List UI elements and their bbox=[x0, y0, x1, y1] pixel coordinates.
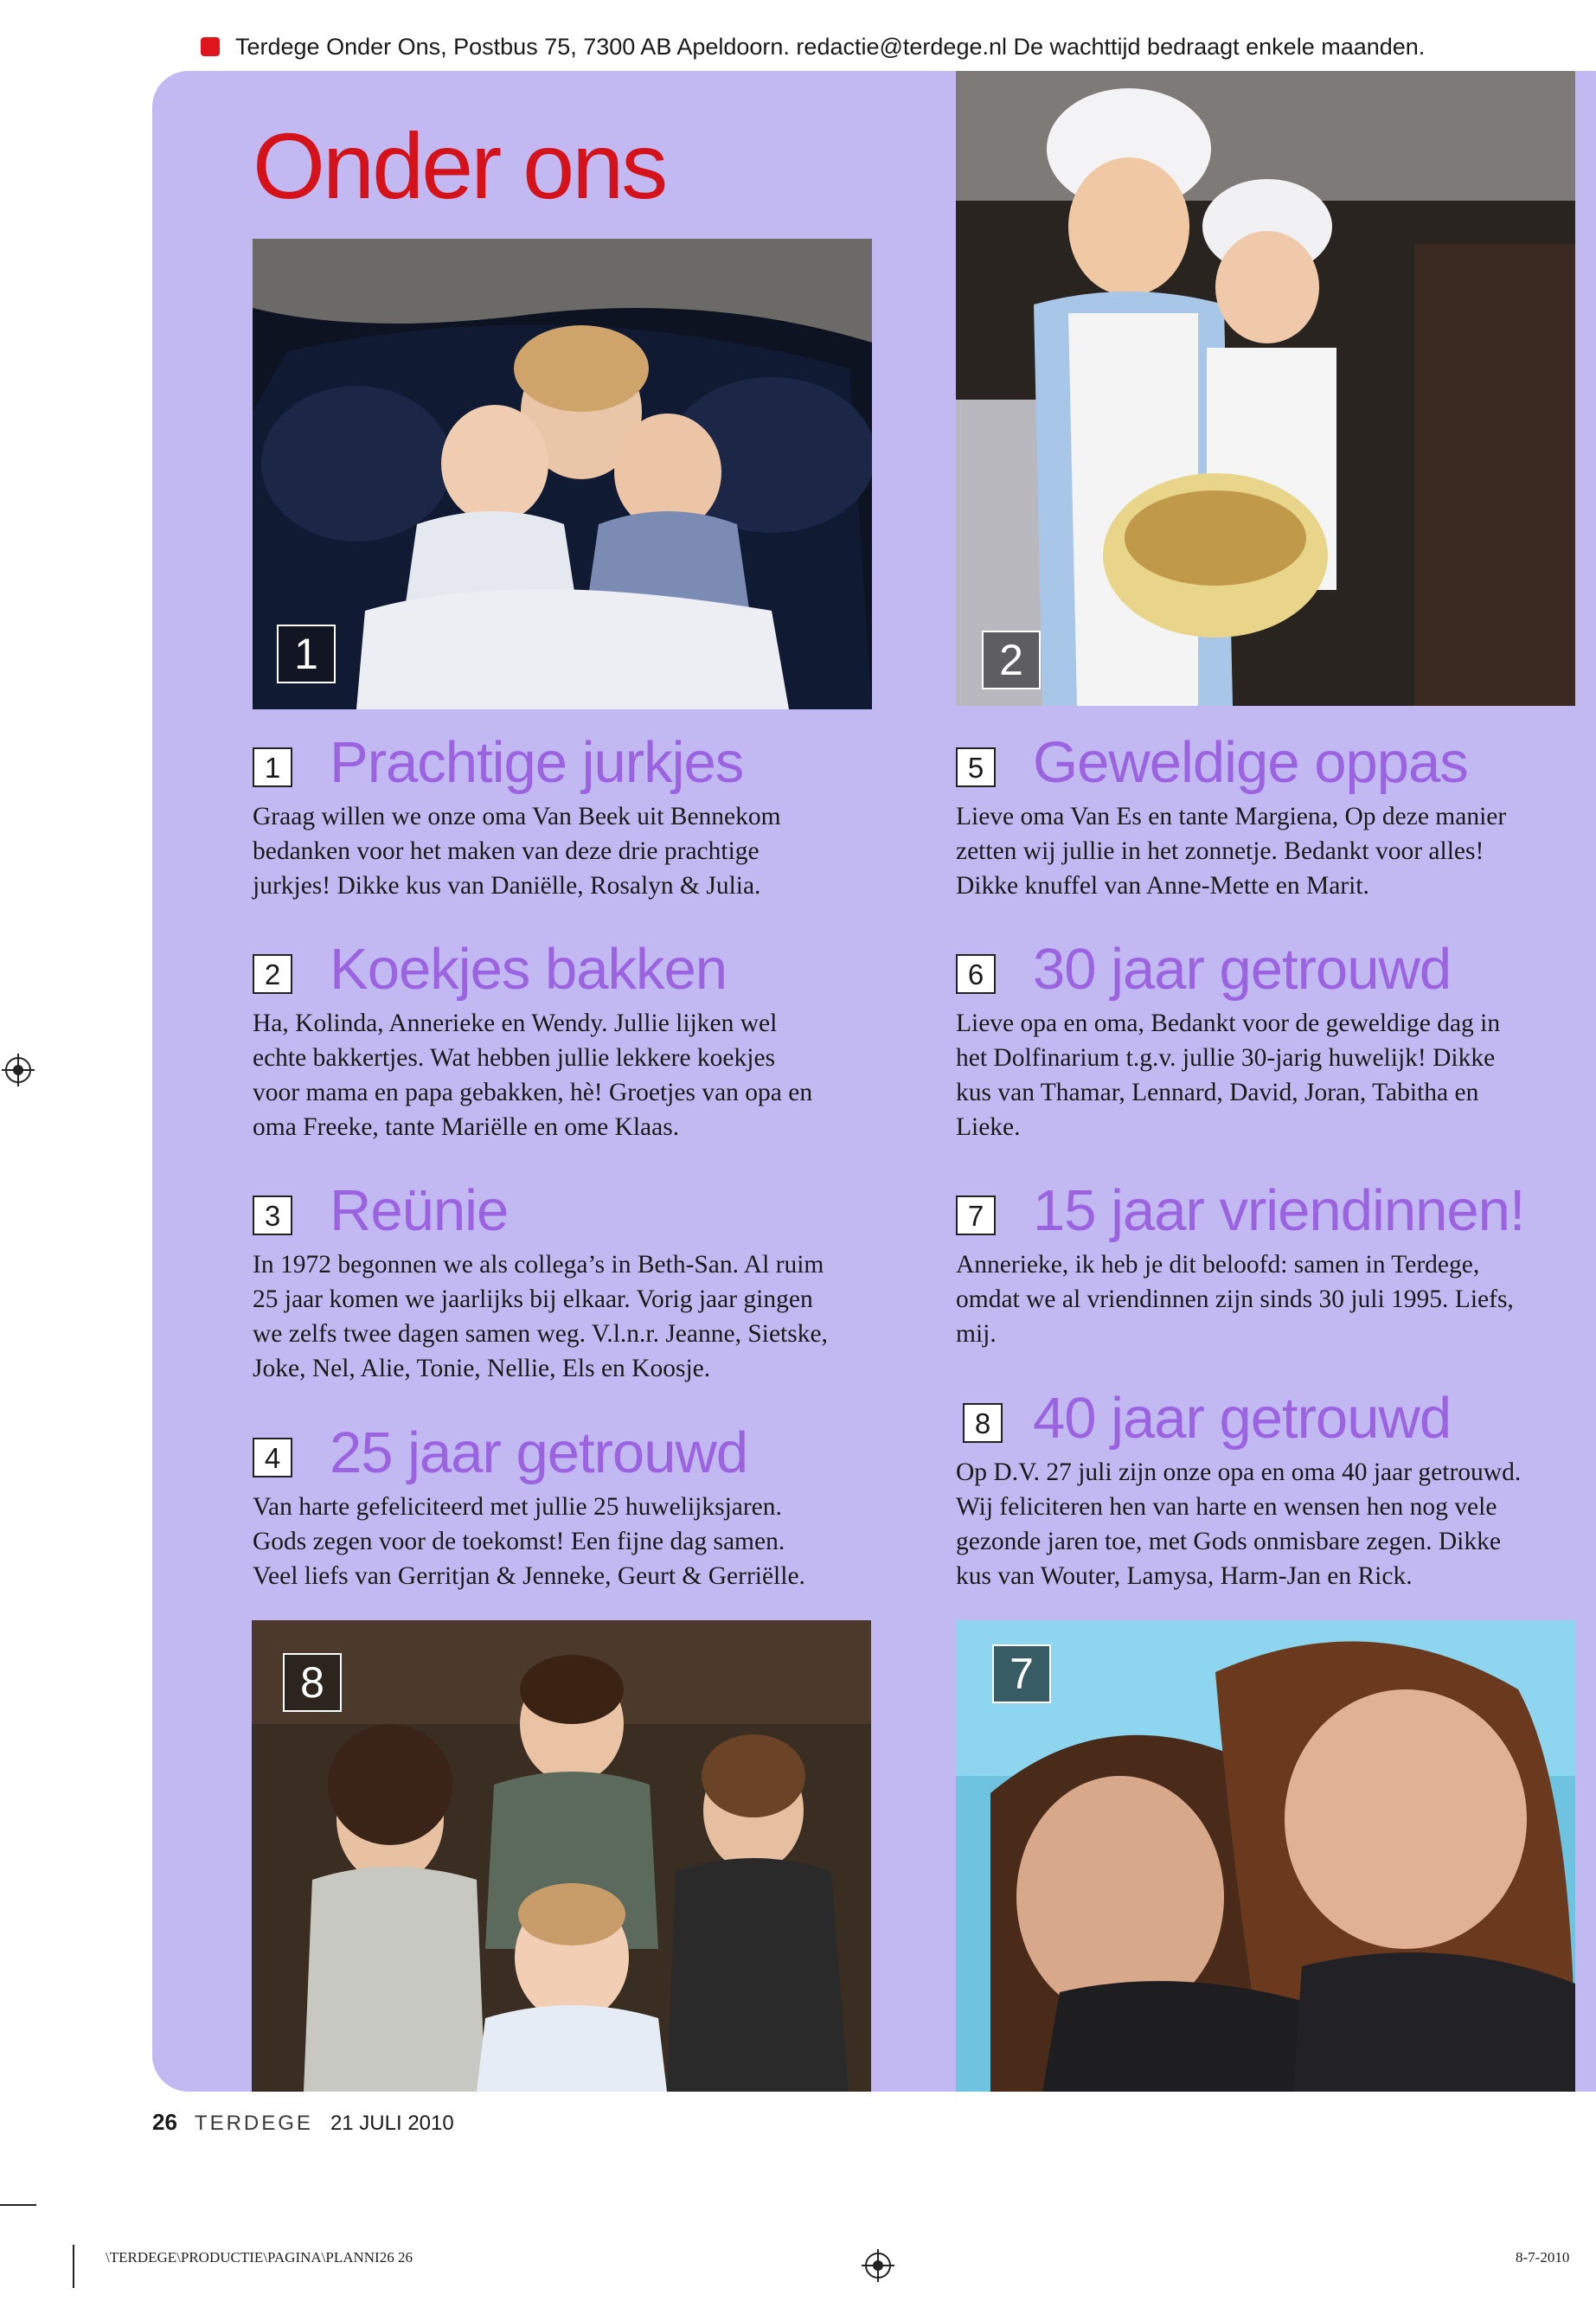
photo-8-badge: 8 bbox=[283, 1653, 342, 1712]
body-line: In 1972 begonnen we als collega’s in Beth-San. Al ruim bbox=[253, 1251, 824, 1279]
item-heading: Prachtige jurkjes bbox=[330, 730, 744, 795]
registration-mark-icon bbox=[865, 2253, 891, 2279]
body-line: Veel liefs van Gerritjan & Jenneke, Geurt & Gerriëlle. bbox=[253, 1562, 805, 1590]
item-heading: 30 jaar getrouwd bbox=[1033, 937, 1452, 1002]
issue-date: 21 JULI 2010 bbox=[330, 2112, 454, 2135]
body-line: Van harte gefeliciteerd met jullie 25 huwelijksjaren. bbox=[253, 1493, 782, 1521]
item-body bbox=[956, 1006, 1579, 1144]
photo-7-badge: 7 bbox=[992, 1644, 1051, 1703]
crop-line bbox=[73, 2245, 74, 2288]
body-line: Lieke. bbox=[956, 1113, 1021, 1141]
item-heading: 40 jaar getrouwd bbox=[1033, 1386, 1452, 1451]
submission-info-line bbox=[201, 29, 1550, 64]
body-line: Lieve oma Van Es en tante Margiena, Op deze manier bbox=[956, 803, 1507, 830]
body-line: echte bakkertjes. Wat hebben jullie lekkere koekjes bbox=[253, 1044, 776, 1072]
body-line: kus van Thamar, Lennard, David, Joran, Tabitha en bbox=[956, 1079, 1479, 1106]
body-line: 25 jaar komen we jaarlijks bij elkaar. Vorig jaar gingen bbox=[253, 1285, 813, 1313]
item-number-box: 8 bbox=[963, 1403, 1003, 1443]
photo-8 bbox=[252, 1620, 871, 2092]
item-body bbox=[253, 1006, 875, 1144]
item-heading: 15 jaar vriendinnen! bbox=[1033, 1178, 1525, 1243]
body-line: zetten wij jullie in het zonnetje. Bedankt voor alles! bbox=[956, 837, 1484, 865]
item-number-box: 7 bbox=[956, 1195, 996, 1235]
photo-7 bbox=[956, 1620, 1575, 2092]
page-title: Onder ons bbox=[253, 113, 666, 218]
registration-mark-icon bbox=[5, 1057, 31, 1083]
page-number: 26 bbox=[152, 2109, 177, 2135]
photo-2 bbox=[956, 71, 1575, 706]
body-line: het Dolfinarium t.g.v. jullie 30-jarig huwelijk! Dikke bbox=[956, 1044, 1496, 1072]
body-line: Ha, Kolinda, Annerieke en Wendy. Jullie lijken wel bbox=[253, 1009, 778, 1037]
item-heading: Koekjes bakken bbox=[330, 937, 727, 1002]
body-line: Gods zegen voor de toekomst! Een fijne dag samen. bbox=[253, 1528, 785, 1555]
item-number-box: 1 bbox=[253, 747, 292, 787]
item-number-box: 6 bbox=[956, 954, 996, 994]
print-slug-date: 8-7-2010 bbox=[1516, 2249, 1570, 2266]
item-number-box: 3 bbox=[253, 1195, 292, 1235]
submission-info-text: Terdege Onder Ons, Postbus 75, 7300 AB Apeldoorn. redactie@terdege.nl De wachttijd bedraagt enkele maanden. bbox=[235, 33, 1426, 60]
item-body bbox=[253, 1247, 875, 1386]
body-line: gezonde jaren toe, met Gods onmisbare zegen. Dikke bbox=[956, 1528, 1501, 1555]
red-square-icon bbox=[201, 37, 220, 56]
item-body bbox=[956, 1247, 1579, 1351]
crop-line bbox=[0, 2204, 36, 2206]
item-number-box: 2 bbox=[253, 954, 292, 994]
magazine-name: TERDEGE bbox=[194, 2112, 313, 2135]
body-line: Annerieke, ik heb je dit beloofd: samen in Terdege, bbox=[956, 1251, 1480, 1279]
item-heading: Reünie bbox=[330, 1178, 509, 1243]
body-line: Joke, Nel, Alie, Tonie, Nellie, Els en Koosje. bbox=[253, 1355, 711, 1382]
body-line: omdat we al vriendinnen zijn sinds 30 juli 1995. Liefs, bbox=[956, 1285, 1514, 1313]
item-body bbox=[956, 799, 1579, 903]
photo-2-badge: 2 bbox=[982, 631, 1041, 689]
photo-1-badge: 1 bbox=[277, 625, 336, 683]
item-body bbox=[253, 1490, 875, 1593]
body-line: mij. bbox=[956, 1320, 997, 1348]
item-heading: Geweldige oppas bbox=[1033, 730, 1468, 795]
body-line: we zelfs twee dagen samen weg. V.l.n.r. Jeanne, Sietske, bbox=[253, 1320, 828, 1348]
body-line: Graag willen we onze oma Van Beek uit Bennekom bbox=[253, 803, 781, 830]
body-line: bedanken voor het maken van deze drie prachtige bbox=[253, 837, 760, 865]
body-line: jurkjes! Dikke kus van Daniëlle, Rosalyn & Julia. bbox=[253, 872, 761, 900]
item-number-box: 4 bbox=[253, 1438, 292, 1477]
body-line: Lieve opa en oma, Bedankt voor de geweldige dag in bbox=[956, 1009, 1501, 1037]
item-body bbox=[956, 1455, 1579, 1593]
item-number-box: 5 bbox=[956, 747, 996, 787]
body-line: Wij feliciteren hen van harte en wensen hen nog vele bbox=[956, 1493, 1497, 1521]
item-body bbox=[253, 799, 875, 903]
body-line: Op D.V. 27 juli zijn onze opa en oma 40 jaar getrouwd. bbox=[956, 1458, 1522, 1486]
body-line: Dikke knuffel van Anne-Mette en Marit. bbox=[956, 872, 1369, 900]
item-heading: 25 jaar getrouwd bbox=[330, 1420, 748, 1485]
body-line: voor mama en papa gebakken, hè! Groetjes van opa en bbox=[253, 1079, 813, 1106]
body-line: oma Freeke, tante Mariëlle en ome Klaas. bbox=[253, 1113, 680, 1141]
page-footer bbox=[152, 2109, 454, 2136]
photo-1 bbox=[253, 239, 872, 709]
print-slug-path: \TERDEGE\PRODUCTIE\PAGINA\PLANNI26 26 bbox=[106, 2249, 413, 2266]
body-line: kus van Wouter, Lamysa, Harm-Jan en Rick. bbox=[956, 1562, 1413, 1590]
